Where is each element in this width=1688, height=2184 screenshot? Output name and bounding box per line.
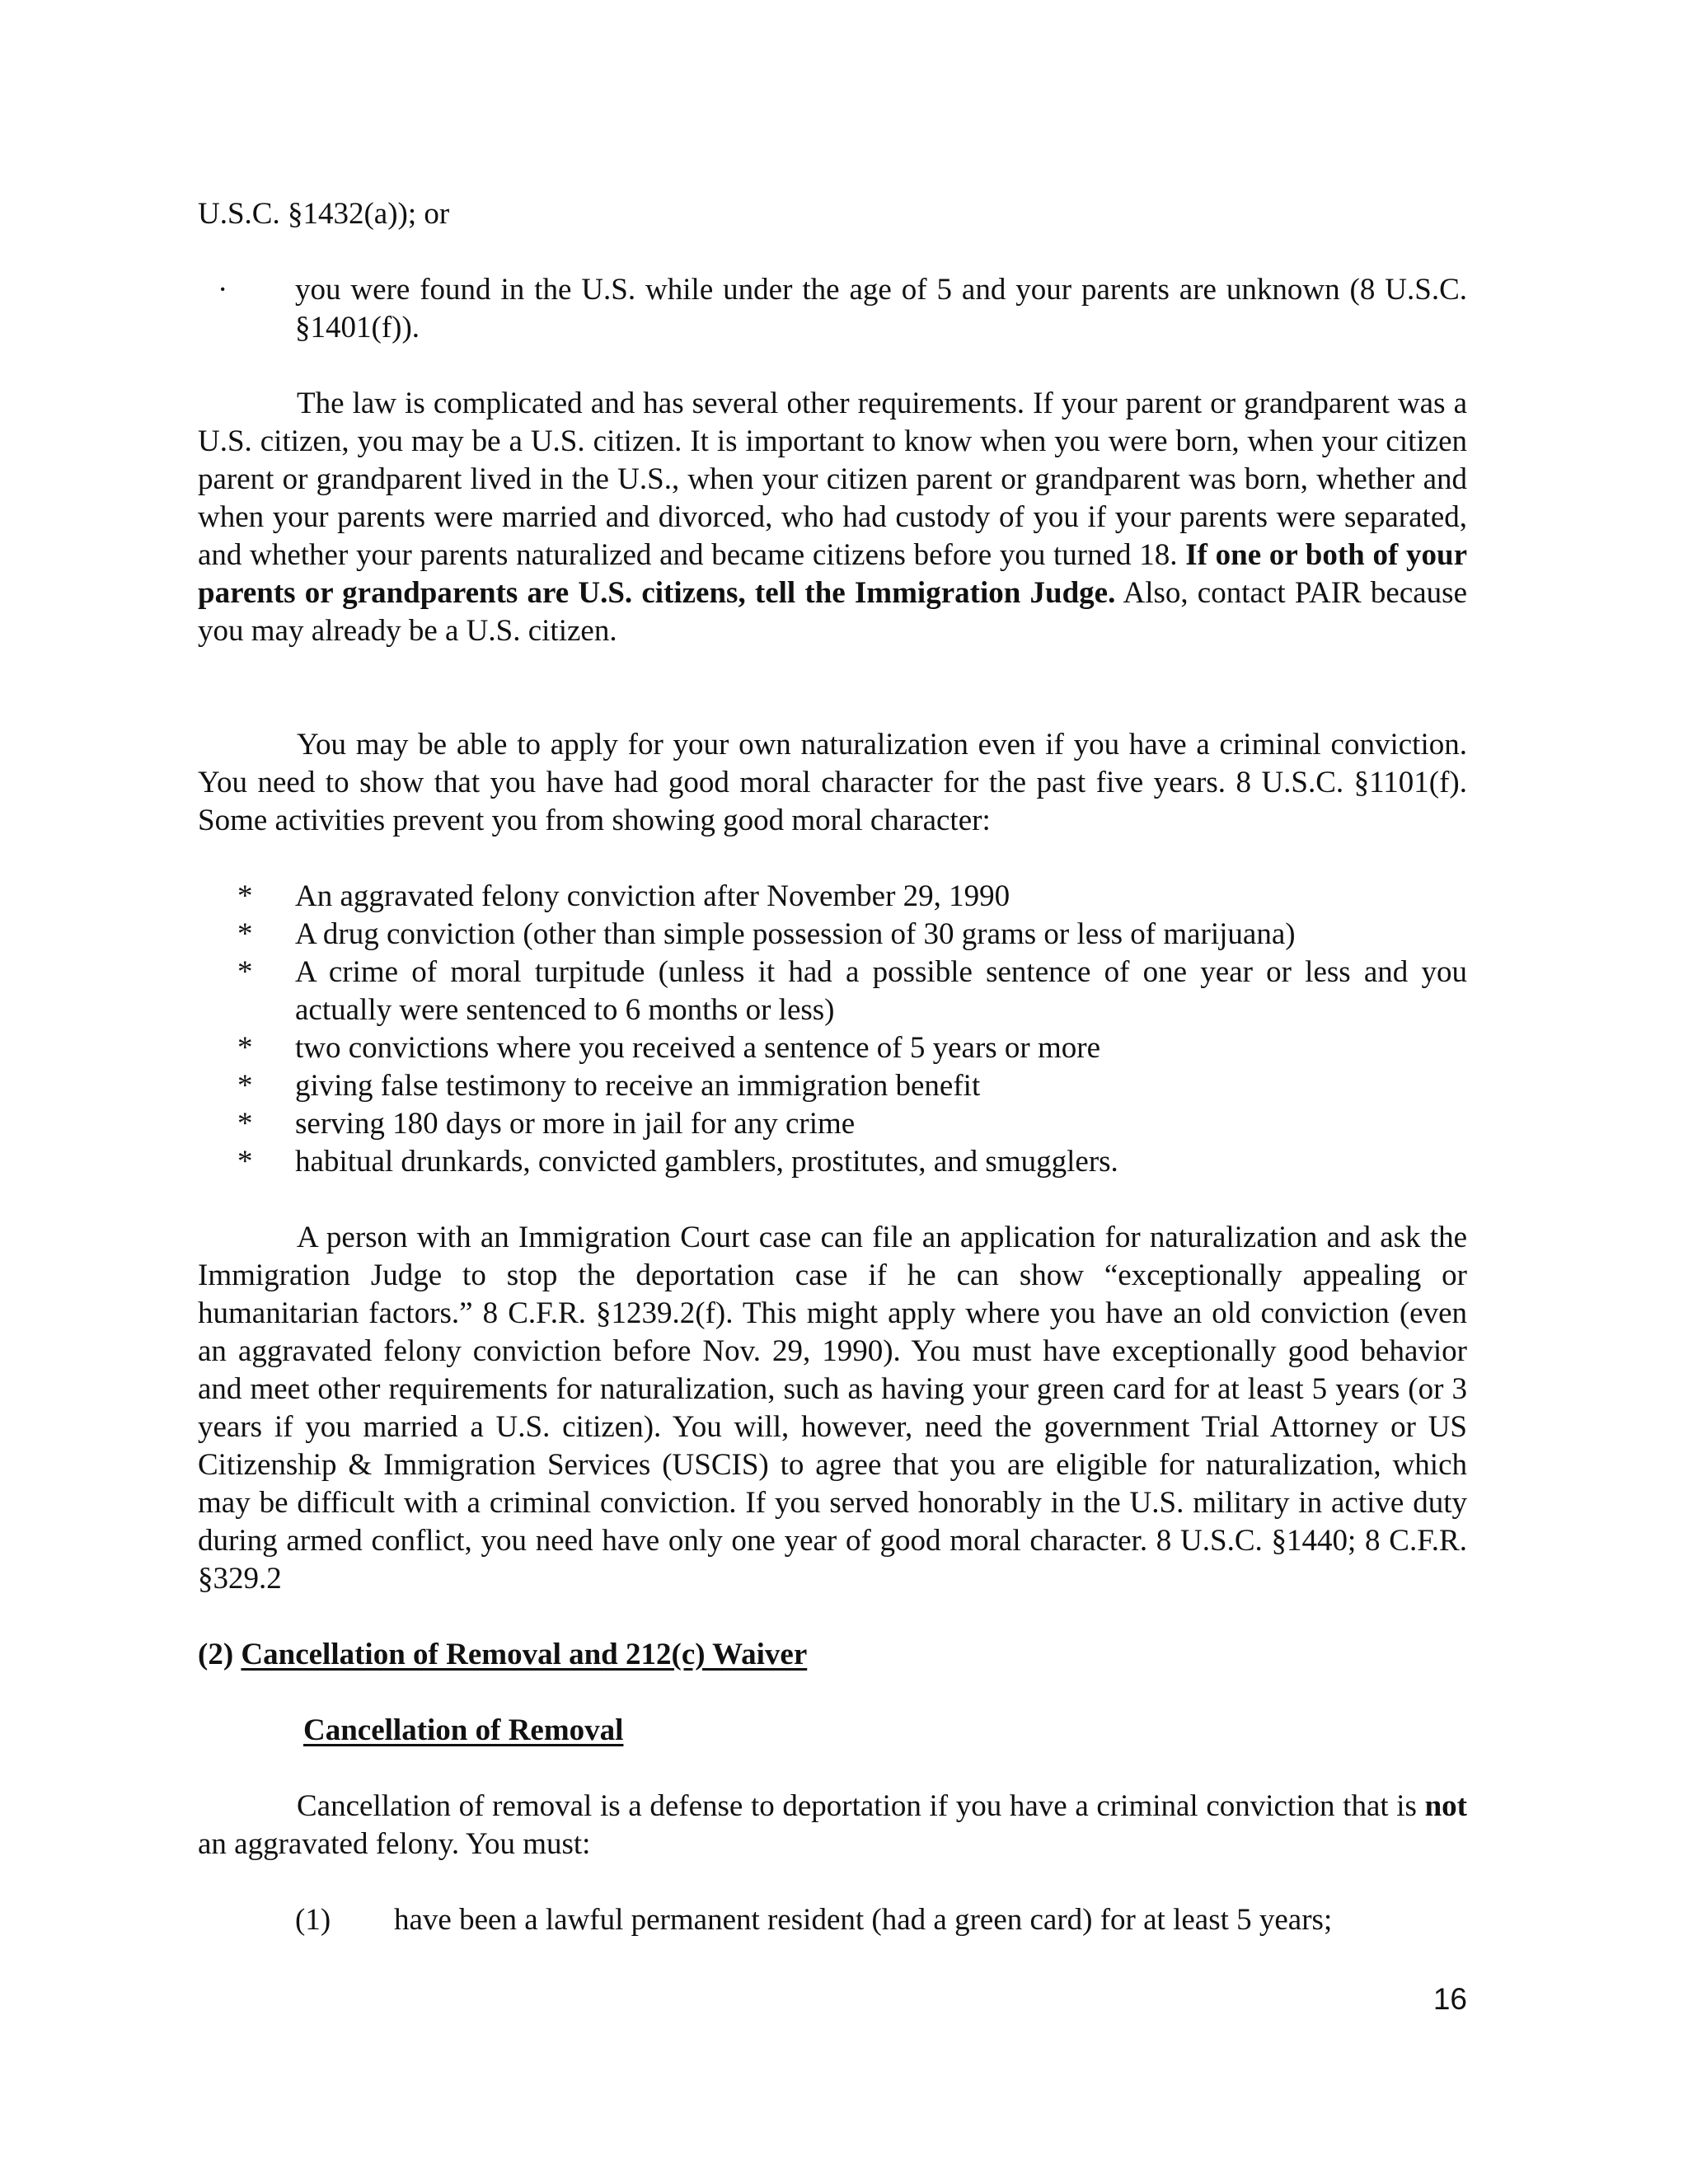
section-number: (2) (198, 1638, 234, 1671)
paragraph-citizenship-law (198, 385, 1467, 650)
list-item (0, 916, 1467, 954)
asterisk-marker: * (237, 1107, 253, 1141)
continuation-line: U.S.C. §1432(a)); or (198, 197, 450, 231)
cancellation-text-end: an aggravated felony. You must: (198, 1827, 591, 1861)
list-item-text: A drug conviction (other than simple possession of 30 grams or less of marijuana) (295, 917, 1296, 951)
list-item-text: A crime of moral turpitude (unless it had a possible sentence of one year or less and you actually were sentenced to 6 months or less) (295, 955, 1467, 1027)
list-item (0, 878, 1467, 916)
list-item (0, 1143, 1467, 1181)
list-item (0, 1105, 1467, 1143)
list-item-text: serving 180 days or more in jail for any crime (295, 1107, 856, 1141)
subheading (303, 1712, 1467, 1750)
list-item-text: two convictions where you received a sentence of 5 years or more (295, 1031, 1101, 1065)
subheading-text: Cancellation of Removal (303, 1713, 624, 1747)
cancellation-bold: not (1424, 1789, 1467, 1823)
asterisk-marker: * (237, 955, 253, 989)
list-item-text: giving false testimony to receive an immigration benefit (295, 1069, 981, 1103)
list-item (0, 1029, 1467, 1067)
asterisk-marker: * (237, 879, 253, 913)
asterisk-marker: * (237, 1145, 253, 1179)
list-item (0, 954, 1467, 1029)
section-heading (198, 1636, 1467, 1674)
asterisk-marker: * (237, 917, 253, 951)
paragraph-cancellation (198, 1788, 1467, 1863)
bullet-marker: · (218, 273, 228, 307)
asterisk-marker: * (237, 1031, 253, 1065)
number-marker: (1) (295, 1903, 331, 1937)
cancellation-text: Cancellation of removal is a defense to deportation if you have a criminal conviction that is (297, 1789, 1425, 1823)
list-item-text: habitual drunkards, convicted gamblers, prostitutes, and smugglers. (295, 1145, 1118, 1179)
citizenship-law-text-end: Also, contact PAIR because you may already be a U.S. citizen. (198, 576, 1467, 648)
numbered-item-text: have been a lawful permanent resident (had a green card) for at least 5 years; (394, 1903, 1333, 1937)
list-item (0, 1067, 1467, 1105)
list-item-text: An aggravated felony conviction after November 29, 1990 (295, 879, 1010, 913)
found-bullet-text: you were found in the U.S. while under the age of 5 and your parents are unknown (8 U.S.C. §1401(f)). (295, 273, 1467, 344)
asterisk-marker: * (237, 1069, 253, 1103)
page-number: 16 (1432, 1982, 1467, 2016)
paragraph-immigration-court: A person with an Immigration Court case can file an application for naturalization and ask the Immigration Judge to stop the deportation case if he can show “exceptionally appealing or humanitarian factors.” 8 C.F.R. §1239.2(f). This might apply where you have an old conviction (even an aggravated felony conviction before Nov. 29, 1990). You must have exceptionally good behavior and meet other requirements for naturalization, such as having your green card for at least 5 years (or 3 years if you married a U.S. citizen). You will, however, need the government Trial Attorney or US Citizenship & Immigration Services (USCIS) to agree that you are eligible for naturalization, which may be difficult with a criminal conviction. If you served honorably in the U.S. military in active duty during armed conflict, you need have only one year of good moral character. 8 U.S.C. §1440; 8 C.F.R. §329.2 (198, 1221, 1467, 1596)
numbered-list-item (0, 1901, 1467, 1939)
found-bullet-item (0, 271, 1467, 347)
section-title: Cancellation of Removal and 212(c) Waiver (241, 1638, 808, 1671)
citizenship-law-text: The law is complicated and has several other requirements. If your parent or grandparent was a U.S. citizen, you may be a U.S. citizen. It is important to know when you were born, when your citizen parent or grandparent lived in the U.S., when your citizen parent or grandparent was born, whether and when your parents were married and divorced, who had custody of you if your parents were separated, and whether your parents naturalized and became citizens before you turned 18. (198, 387, 1467, 572)
paragraph-naturalization: You may be able to apply for your own naturalization even if you have a criminal conviction. You need to show that you have had good moral character for the past five years. 8 U.S.C. §1101(f). Some activities prevent you from showing good moral character: (198, 728, 1467, 837)
citizenship-law-bold: If one or both of your parents or grandparents are U.S. citizens, tell the Immigration Judge. (198, 538, 1467, 610)
